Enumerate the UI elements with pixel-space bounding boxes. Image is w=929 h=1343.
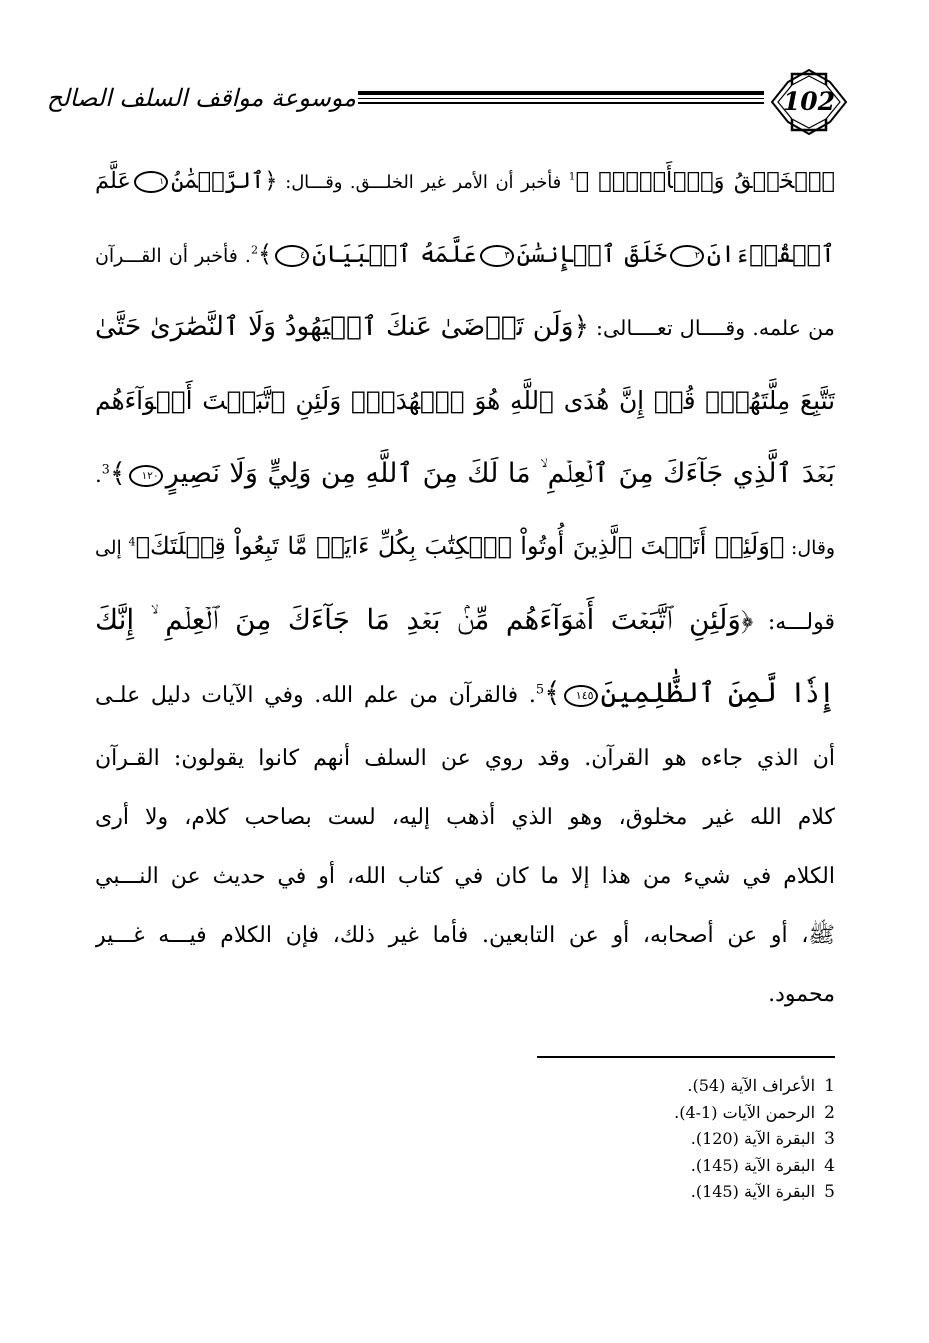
footnote-number: 3 [824,1129,835,1149]
footnote-number: 5 [824,1182,835,1202]
page-number-badge [766,66,852,138]
quran-verse: ﴾ [544,676,561,709]
text-line-4 [95,364,835,437]
ayah-number: ١ [134,171,168,193]
ayah-number: ٢ [670,245,704,267]
quran-verse: ﴾ [109,458,126,489]
ayah-number: ١٤٥ [564,685,598,707]
quran-verse: ﴿وَلَن تَرۡضَىٰ عَنكَ ٱلۡيَهُودُ وَلَا ٱلنَّصَٰرَىٰ حَتَّىٰ [95,312,589,342]
quran-verse: ﴿وَلَئِنۡ أَتَيۡتَ ٱلَّذِينَ أُوتُواْ ٱلۡكِتَٰبَ بِكُلِّ ءَايَةٖ مَّا تَبِعُواْ قِبۡلَتَكَ﴾ [135,532,785,560]
body-sentence: . فالقرآن من علم الله. وفي الآيات دليل علـى [95,683,536,708]
text-line-6 [95,510,835,583]
text-line-5 [95,437,835,510]
quran-verse: ﴿ٱلرَّحۡمَٰنُ [171,168,278,194]
body-sentence: محمود. [768,982,835,1007]
header-title: موسوعة مواقف السلف الصالح [46,84,356,112]
footnote-number: 2 [824,1102,835,1123]
quran-verse: ﴿وَلَئِنِ ٱتَّبَعۡتَ أَهۡوَآءَهُم مِّنۢ بَعۡدِ مَا جَآءَكَ مِنَ ٱلۡعِلۡمِ ۙ إِنَّكَ [95,603,754,636]
body-sentence: من علمه. وقــــال تعــــالى: [588,316,835,340]
body-text [95,145,835,1024]
footnotes [500,1073,835,1206]
footnote-separator [537,1056,835,1058]
text-line-12 [95,906,835,965]
body-sentence: قولـــه: [753,610,835,635]
footnote-marker: 2 [250,243,259,257]
page-header [46,66,852,138]
text-line-2 [95,218,835,291]
footnote-text: البقرة الآية (145). [690,1155,816,1175]
footnote-marker: 1 [568,170,576,183]
quran-verse: خَلَقَ ٱلۡإِنسَٰنَ [516,240,667,268]
footnote-text: البقرة الآية (145). [690,1182,816,1201]
body-sentence: فأخبر أن الأمر غير الخلـــق. وقـــال: [277,173,569,193]
body-sentence: إلى [95,537,129,559]
text-line-7 [95,583,835,656]
quran-verse: إِذٗا لَّمِنَ ٱلظَّٰلِمِينَ [600,676,835,709]
text-line-1 [95,145,835,218]
footnote-marker: 4 [128,535,136,549]
body-sentence: . [95,463,102,488]
body-sentence: وقال: [784,537,835,559]
body-sentence: أن الذي جاءه هو القرآن. وقد روي عن السلف أنهم كانوا يقولون: القـرآن [95,746,835,771]
body-sentence: . فأخبر أن القـــرآن [95,245,251,267]
text-line-11 [95,847,835,906]
quran-verse: عَلَّمَ [95,168,132,194]
quran-verse: ٱلۡقُرۡءَانَ [706,240,835,268]
footnote [500,1179,835,1206]
footnote-number: 4 [824,1155,835,1176]
quran-verse: ٱلۡخَلۡقُ وَٱلۡأَمۡرُۗ ﴾ [575,168,835,194]
footnote-text: البقرة الآية (120). [690,1129,816,1148]
footnote [500,1100,835,1127]
footnote-marker: 3 [101,461,110,477]
header-rule [358,91,764,104]
ayah-number: ٣ [480,245,514,267]
footnote [500,1073,835,1100]
footnote-number: 1 [824,1076,835,1096]
footnote-text: الرحمن الآيات (1-4). [674,1102,816,1122]
body-sentence: كلام الله غير مخلوق، وهو الذي أذهب إليه، لست بصاحب كلام، ولا أرى [95,805,835,830]
ayah-number: ١٢٠ [129,465,163,487]
footnote [500,1153,835,1180]
text-line-10 [95,788,835,847]
page-number: 102 [782,87,836,116]
body-sentence: الكلام في شيء من هذا إلا ما كان في كتاب الله، أو في حديث عن النـــبي [95,864,835,889]
text-line-3 [95,291,835,364]
text-line-13 [95,965,835,1024]
quran-verse: عَلَّمَهُ ٱلۡبَيَانَ [312,240,477,268]
text-line-9 [95,729,835,788]
quran-verse: ﴾ [258,240,273,268]
text-line-8 [95,656,835,729]
footnote [500,1126,835,1153]
footnote-marker: 5 [535,682,545,698]
footnote-text: الأعراف الآية (54). [687,1076,816,1095]
quran-verse: تَتَّبِعَ مِلَّتَهُمۡۗ قُلۡ إِنَّ هُدَى ٱللَّهِ هُوَ ٱلۡهُدَىٰۗ وَلَئِنِ ٱتَّبَعۡتَ أَهۡوَآءَهُم [95,386,835,415]
body-sentence: ﷺ، أو عن أصحابه، أو عن التابعين. فأما غير ذلك، فإن الكلام فيـــه غـــير [95,923,835,948]
quran-verse: بَعۡدَ ٱلَّذِي جَآءَكَ مِنَ ٱلۡعِلۡمِ ۙ مَا لَكَ مِنَ ٱللَّهِ مِن وَلِيٍّ وَلَا نَصِيرٍ [165,458,835,489]
ayah-number: ٤ [275,245,309,267]
